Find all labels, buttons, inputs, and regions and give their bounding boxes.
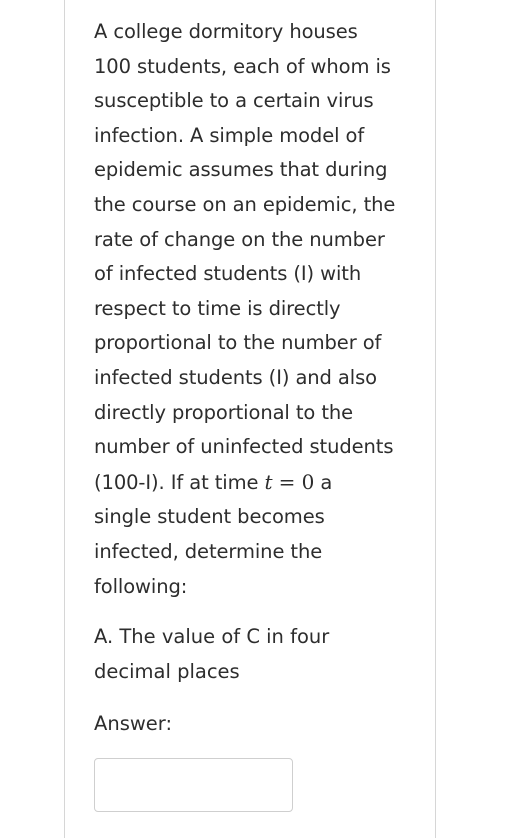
math-expression — [264, 470, 314, 494]
math-equality: = 0 — [272, 469, 315, 494]
question-line: 100 students, each of whom is — [94, 54, 391, 78]
question-line: rate of change on the number — [94, 227, 385, 251]
question-line: the course on an epidemic, the — [94, 192, 396, 216]
question-line: directly proportional to the — [94, 400, 354, 424]
math-variable: t — [264, 469, 273, 494]
answer-input[interactable] — [94, 758, 293, 812]
sub-question-a — [94, 620, 416, 689]
question-line: infected students (I) and also — [94, 365, 377, 389]
question-line: infection. A simple model of — [94, 123, 365, 147]
question-line: respect to time is directly — [94, 296, 341, 320]
question-line: following: — [94, 574, 188, 598]
question-line: susceptible to a certain virus — [94, 89, 374, 113]
question-line: number of uninfected students — [94, 435, 394, 459]
question-line: single student becomes — [94, 505, 325, 529]
sub-question-line: decimal places — [94, 659, 240, 683]
question-line: proportional to the number of — [94, 331, 382, 355]
question-line-with-math — [94, 465, 416, 501]
question-line: A college dormitory houses — [94, 20, 358, 43]
question-line: epidemic assumes that during — [94, 158, 388, 182]
question-text — [94, 15, 416, 604]
answer-label: Answer: — [94, 712, 173, 735]
question-line: infected, determine the — [94, 539, 323, 563]
sub-question-line: A. The value of C in four — [94, 625, 330, 648]
question-line-suffix: a — [314, 470, 333, 494]
question-line-prefix: (100-I). If at time — [94, 470, 265, 494]
question-line: of infected students (I) with — [94, 262, 362, 286]
